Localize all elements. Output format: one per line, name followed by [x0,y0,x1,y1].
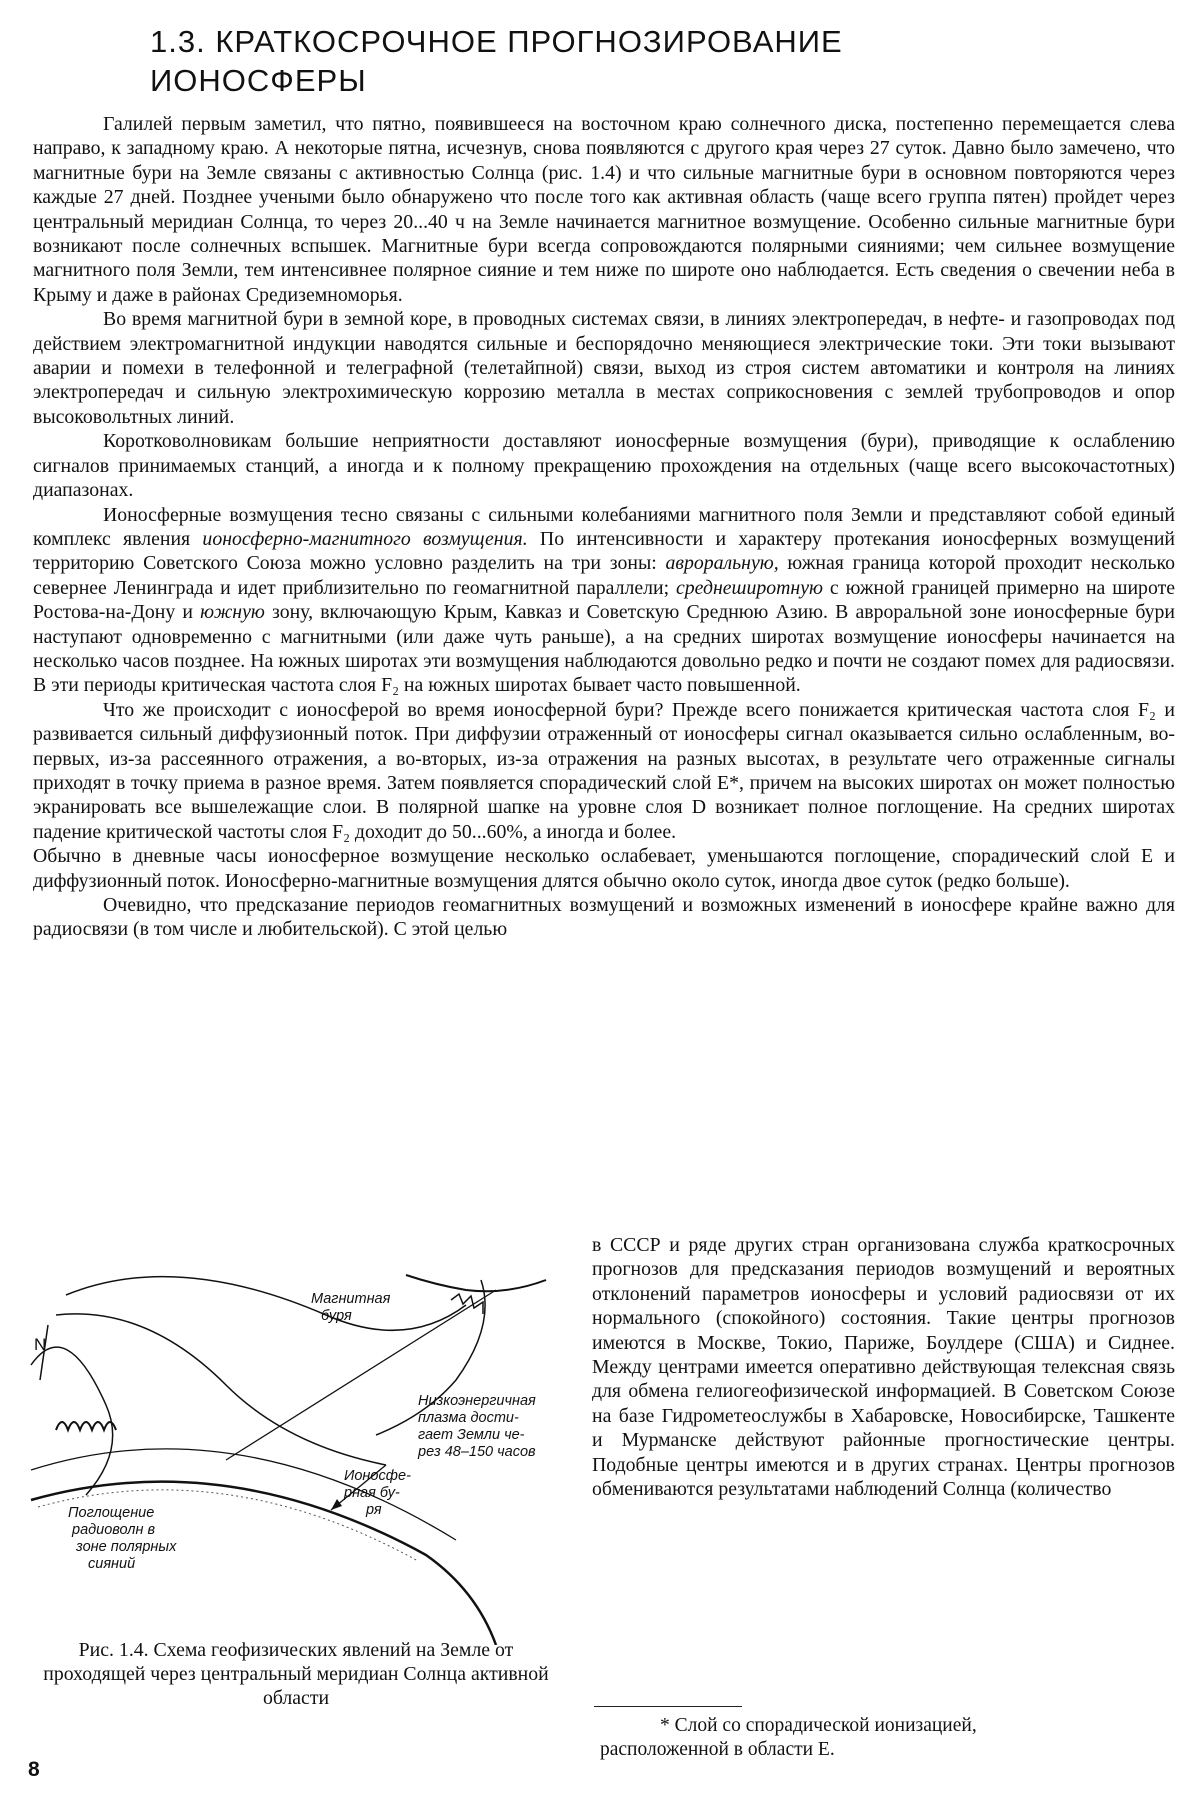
label-absorption-2: радиоволн в [72,1522,156,1538]
p4-italic-south: южную [200,601,265,624]
p4-italic-auroral: авроральную, [665,552,779,575]
label-storm-1: Магнитная [311,1291,391,1307]
section-title [150,22,1050,100]
paragraph-5: Что же происходит с ионосферой во время ионосферной бури? Прежде всего понижается критическая частота слоя F₂ и развивается сильный диффузионный поток. При диффузии отраженный от ионосферы сигнал оказывается сильно ослабленным, во-первых, из-за рассеянного отражения, а во-вторых, из-за отражения на разных высотах, в результате чего отраженные сигналы приходят в точку приема в разное время. Затем появляется спорадический слой E*, причем на высоких широтах он может полностью экранировать все вышележащие слои. В полярной шапке на уровне слоя D возникает полное поглощение. На средних широтах падение критической частоты слоя F₂ доходит до 50...60%, а иногда и более. [33,698,1175,843]
footnote-line-2: расположенной в области E. [600,1739,835,1760]
footnote-line-1: * Слой со спорадической ионизацией, [660,1715,977,1736]
p4-text-c: По интенсивности и характеру протекания ионосферных возмущений территорию Советского Союза можно условно разделить на три зоны: [33,527,1176,575]
paragraph-2: Во время магнитной бури в земной коре, в проводных системах связи, в линиях электропередач, в нефте- и газопроводах под действием электромагнитной индукции наводятся сильные и беспорядочно меняющиеся электрические токи. Эти токи вызывают аварии и помехи в телефонной и телеграфной (телетайпной) связи, выход из строя систем автоматики и контроля на линиях электропередач и сильную электрохимическую коррозию металла в местах соприкосновения с землей трубопроводов и опор высоковольтных линий. [33,308,1175,428]
paragraph-7: Очевидно, что предсказание периодов геомагнитных возмущений и возможных изменений в ионосфере крайне важно для радиосвязи (в том числе и любительской). С этой целью [33,894,1175,941]
label-plasma-1: Низкоэнергичная [418,1393,536,1409]
aurora-marks [56,1422,116,1430]
geophysics-diagram [26,1255,566,1645]
label-absorption-3: зоне полярных [76,1539,177,1555]
label-plasma-3: гает Земли че- [418,1427,525,1443]
north-label: N [34,1335,47,1354]
p4-italic-term: ионосферно-магнитного возмущения. [202,527,528,550]
main-text [33,112,1175,942]
p4-italic-midlat: среднеширотную [675,576,823,599]
label-plasma-4: рез 48–150 часов [418,1444,536,1460]
figure-caption: Рис. 1.4. Схема геофизических явлений на Земле от проходящей через центральный меридиан Солнца активной области [43,1639,549,1709]
section-title-line-2: ИОНОСФЕРЫ [150,63,367,98]
paragraph-4 [33,503,1175,698]
label-absorption-4: сияний [88,1556,136,1572]
storm-marks [451,1294,483,1314]
paragraph-1: Галилей первым заметил, что пятно, появившееся на восточном краю солнечного диска, постепенно перемещается слева направо, к западному краю. А некоторые пятна, исчезнув, снова появляются с другого края через 27 суток. Давно было замечено, что магнитные бури на Земле связаны с активностью Солнца (рис. 1.4) и что сильные магнитные бури в основном повторяются через каждые 27 дней. Позднее учеными было обнаружено что после того как активная область (чаще всего группа пятен) пройдет через центральный меридиан Солнца, то через 20...40 ч на Земле начинается магнитное возмущение. Особенно сильные магнитные бури возникают после солнечных вспышек. Магнитные бури всегда сопровождаются полярными сияниями; чем сильнее возмущение магнитного поля Земли, тем интенсивнее полярное сияние и тем ниже по широте оно наблюдается. Есть сведения о свечении неба в Крыму и даже в районах Средиземноморья. [33,113,1175,306]
paragraph-6: Обычно в дневные часы ионосферное возмущение несколько ослабевает, уменьшаются поглощение, спорадический слой E и диффузионный поток. Ионосферно-магнитные возмущения длятся обычно около суток, иногда двое суток (редко больше). [33,845,1175,892]
label-iono-1: Ионосфе- [344,1468,411,1484]
field-line-left [31,1347,113,1495]
field-line-upper [56,1314,386,1465]
page-number: 8 [28,1758,40,1781]
label-plasma-2: плазма дости- [418,1410,519,1426]
footnote [600,1714,1175,1762]
label-iono-2: рная бу- [344,1485,400,1501]
magnetopause [66,1277,466,1331]
label-absorption-1: Поглощение [68,1505,155,1521]
p4-text-g: с южной границей примерно на широте Ростова-на-Дону и [33,576,1176,624]
right-column-text: в СССР и ряде других стран организована служба краткосрочных прогнозов для предсказания периодов возмущений и вероятных отклонений параметров ионосферы и условий радиосвязи от их нормального (спокойного) состояния. Такие центры прогнозов имеются в Москве, Токио, Париже, Боулдере (США) и Сиднее. Между центрами имеется оперативно действующая телексная связь для обмена гелиогеофизической информацией. В Советском Союзе на базе Гидрометеослужбы в Хабаровске, Новосибирске, Ташкенте и Мурманске действуют районные прогностические центры. Подобные центры имеются и в других странах. Центры прогнозов обмениваются результатами наблюдений Солнца (количество [592,1234,1175,1501]
section-title-line-1: 1.3. КРАТКОСРОЧНОЕ ПРОГНОЗИРОВАНИЕ [150,24,843,59]
p4-text-a: Ионосферные возмущения тесно связаны с сильными колебаниями магнитного поля Земли и представляют собой единый комплекс явления [33,503,1175,550]
label-storm-2: буря [321,1308,352,1324]
paragraph-3: Коротковолновикам большие неприятности доставляют ионосферные возмущения (бури), приводящие к ослаблению сигналов принимаемых станций, а иногда и к полному прекращению прохождения на отдельных (чаще всего высокочастотных) диапазонах. [33,430,1175,502]
p4-text-e: южная граница которой проходит несколько севернее Ленинграда и идет приблизительно по геомагнитной параллели; [33,552,1176,599]
solar-wind-line [406,1275,546,1291]
p4-text-i: зону, включающую Крым, Кавказ и Советскую Среднюю Азию. В авроральной зоне ионосферные бури наступают одновременно с магнитными (или даже чуть раньше), а на средних широтах возмущение ионосферы начинается на несколько часов позднее. На южных широтах эти возмущения наблюдаются довольно редко и почти не создают помех для радиосвязи. В эти периоды критическая частота слоя F₂ на южных широтах бывает часто повышенной. [33,601,1175,697]
footnote-rule [594,1706,742,1707]
label-iono-3: ря [366,1502,382,1518]
iono-storm-arrowhead [331,1499,342,1510]
